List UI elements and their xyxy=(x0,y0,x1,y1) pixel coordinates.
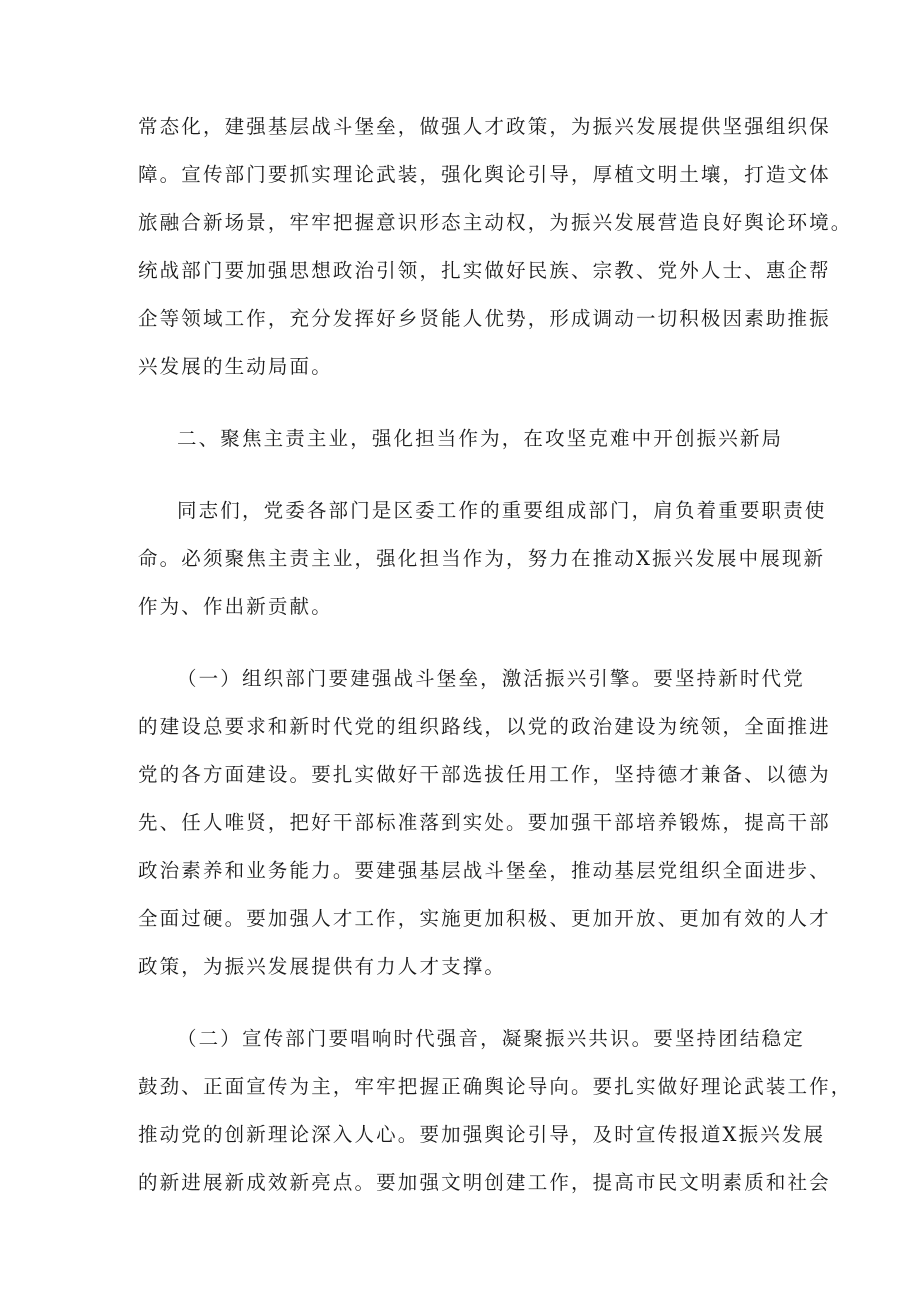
body-text-line: 统战部门要加强思想政治引领，扎实做好民族、宗教、党外人士、惠企帮 xyxy=(138,259,831,282)
body-text-line: 兴发展的生动局面。 xyxy=(138,355,333,378)
body-text-line: 同志们，党委各部门是区委工作的重要组成部门，肩负着重要职责使 xyxy=(177,499,827,522)
body-text-line: 全面过硬。要加强人才工作，实施更加积极、更加开放、更加有效的人才 xyxy=(138,907,831,930)
body-text-line: 作为、作出新贡献。 xyxy=(138,595,333,618)
body-text-line: 鼓劲、正面宣传为主，牢牢把握正确舆论导向。要扎实做好理论武装工作， xyxy=(138,1075,853,1098)
body-text-line: 党的各方面建设。要扎实做好干部选拔任用工作，坚持德才兼备、以德为 xyxy=(138,763,831,786)
body-text-line: 企等领域工作，充分发挥好乡贤能人优势，形成调动一切积极因素助推振 xyxy=(138,307,831,330)
body-text-line: 政治素养和业务能力。要建强基层战斗堡垒，推动基层党组织全面进步、 xyxy=(138,859,831,882)
body-text-line: 旅融合新场景，牢牢把握意识形态主动权，为振兴发展营造良好舆论环境。 xyxy=(138,211,853,234)
body-text-line: 障。宣传部门要抓实理论武装，强化舆论引导，厚植文明土壤，打造文体 xyxy=(138,163,831,186)
section-heading: 二、聚焦主责主业，强化担当作为，在攻坚克难中开创振兴新局 xyxy=(177,427,784,450)
body-text-line: 常态化，建强基层战斗堡垒，做强人才政策，为振兴发展提供坚强组织保 xyxy=(138,115,831,138)
body-text-line: 先、任人唯贤，把好干部标准落到实处。要加强干部培养锻炼，提高干部 xyxy=(138,811,831,834)
body-text-line: 的建设总要求和新时代党的组织路线，以党的政治建设为统领，全面推进 xyxy=(138,715,831,738)
subsection-lead-line: （二）宣传部门要唱响时代强音，凝聚振兴共识。要坚持团结稳定 xyxy=(177,1027,805,1050)
body-text-line: 命。必须聚焦主责主业，强化担当作为，努力在推动X振兴发展中展现新 xyxy=(138,547,826,570)
body-text-line: 推动党的创新理论深入人心。要加强舆论引导，及时宣传报道X振兴发展 xyxy=(138,1123,826,1146)
body-text-line: 政策，为振兴发展提供有力人才支撑。 xyxy=(138,955,507,978)
subsection-lead-line: （一）组织部门要建强战斗堡垒，激活振兴引擎。要坚持新时代党 xyxy=(177,667,805,690)
body-text-line: 的新进展新成效新亮点。要加强文明创建工作，提高市民文明素质和社会 xyxy=(138,1171,831,1194)
